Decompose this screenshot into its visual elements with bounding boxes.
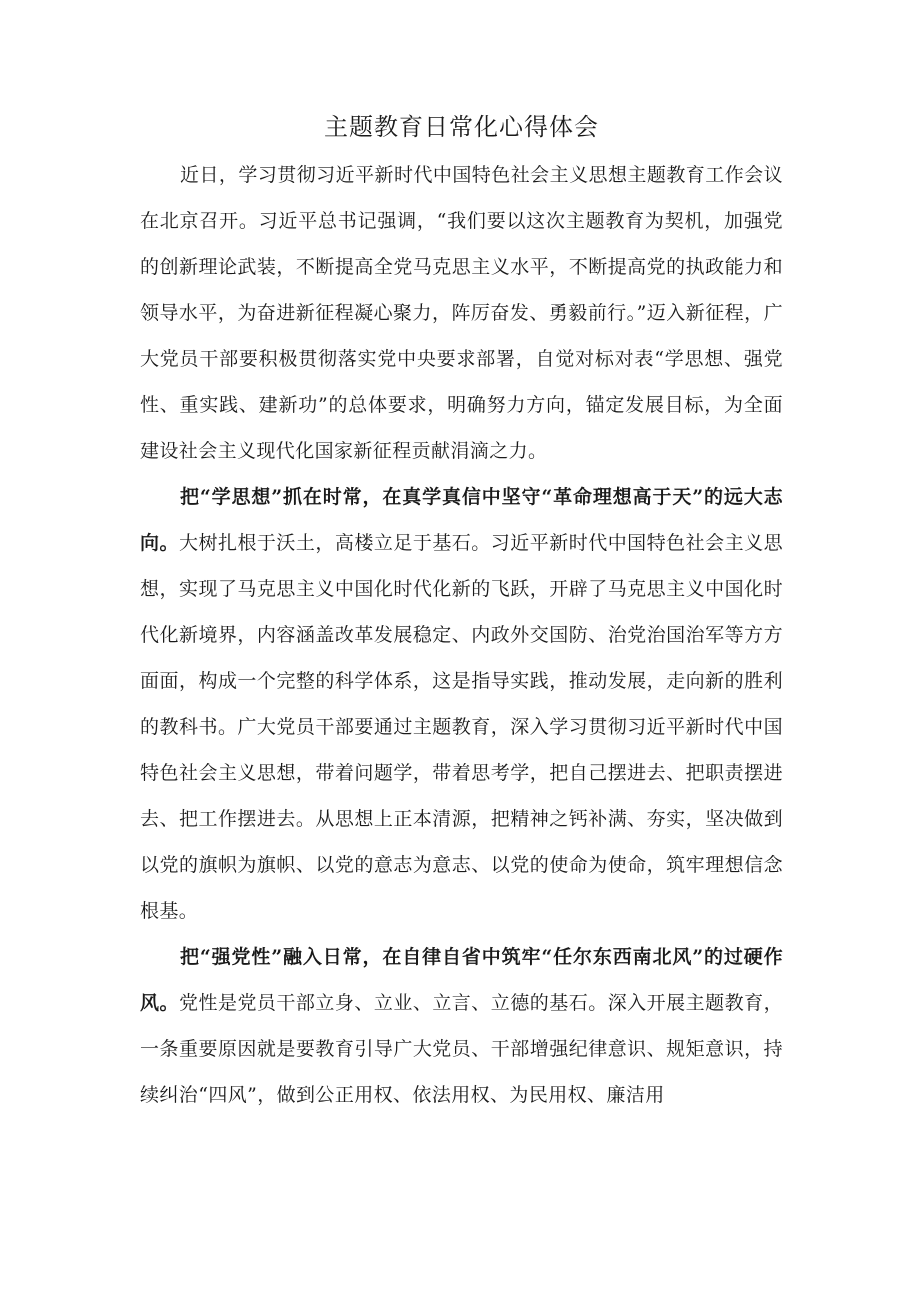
paragraph-party-spirit: [140, 934, 783, 1118]
paragraph-lead: 把“强党性”融入日常，在自律自省中筑牢“任尔东西南北风”的过硬作风。: [140, 946, 783, 1014]
document-title: 主题教育日常化心得体会: [324, 113, 599, 141]
paragraph-body: 近日，学习贯彻习近平新时代中国特色社会主义思想主题教育工作会议在北京召开。习近平总书记强调，“我们要以这次主题教育为契机，加强党的创新理论武装，不断提高全党马克思主义水平，不断提高党的执政能力和领导水平，为奋进新征程凝心聚力，阵厉奋发、勇毅前行。”迈入新征程，广大党员干部要积极贯彻落实党中央要求部署，自觉对标对表“学思想、强党性、重实践、建新功”的总体要求，明确努力方向，锚定发展目标，为全面建设社会主义现代化国家新征程贡献涓滴之力。: [140, 164, 783, 462]
paragraph-study-thought: [140, 474, 783, 934]
paragraph-intro: [140, 152, 783, 474]
paragraph-body: 大树扎根于沃土，高楼立足于基石。习近平新时代中国特色社会主义思想，实现了马克思主义中国化时代化新的飞跃，开辟了马克思主义中国化时代化新境界，内容涵盖改革发展稳定、内政外交国防、治党治国治军等方方面面，构成一个完整的科学体系，这是指导实践，推动发展，走向新的胜利的教科书。广大党员干部要通过主题教育，深入学习贯彻习近平新时代中国特色社会主义思想，带着问题学，带着思考学，把自己摆进去、把职责摆进去、把工作摆进去。从思想上正本清源，把精神之钙补满、夯实，坚决做到以党的旗帜为旗帜、以党的意志为意志、以党的使命为使命，筑牢理想信念根基。: [140, 532, 783, 922]
document-page: [140, 112, 783, 1118]
paragraph-lead: 把“学思想”抓在时常，在真学真信中坚守“革命理想高于天”的远大志向。: [140, 486, 783, 554]
paragraph-body: 党性是党员干部立身、立业、立言、立德的基石。深入开展主题教育，一条重要原因就是要教育引导广大党员、干部增强纪律意识、规矩意识，持续纠治“四风”，做到公正用权、依法用权、为民用权、廉洁用: [140, 992, 783, 1106]
